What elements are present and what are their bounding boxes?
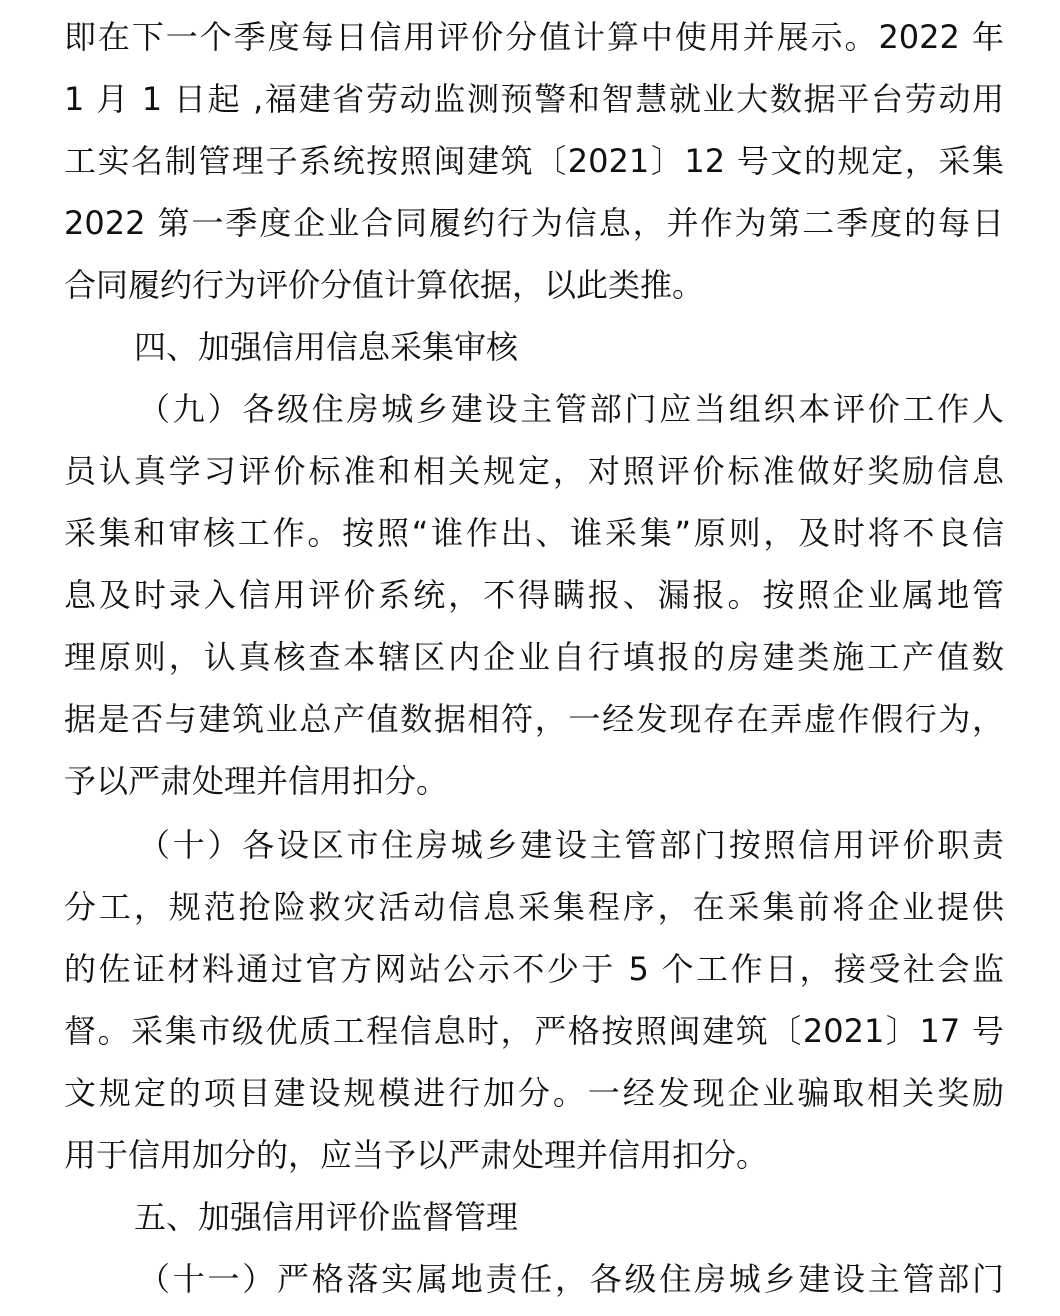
text-line: 理原则，认真核查本辖区内企业自行填报的房建类施工产值数	[64, 638, 1004, 676]
text-line: 即在下一个季度每日信用评价分值计算中使用并展示。2022 年	[64, 18, 1004, 56]
text-line: 督。采集市级优质工程信息时，严格按照闽建筑〔2021〕17 号	[64, 1012, 1004, 1050]
text-line: 采集和审核工作。按照“谁作出、谁采集”原则，及时将不良信	[64, 514, 1004, 552]
text-line: 工实名制管理子系统按照闽建筑〔2021〕12 号文的规定，采集	[64, 142, 1004, 180]
section-heading: 四、加强信用信息采集审核	[134, 328, 519, 366]
text-line: 合同履约行为评价分值计算依据，以此类推。	[64, 266, 705, 304]
text-line: 据是否与建筑业总产值数据相符，一经发现存在弄虚作假行为，	[64, 700, 1004, 738]
text-line: 1 月 1 日起 ,福建省劳动监测预警和智慧就业大数据平台劳动用	[64, 80, 1004, 118]
text-line: 息及时录入信用评价系统，不得瞒报、漏报。按照企业属地管	[64, 576, 1004, 614]
section-heading: 五、加强信用评价监督管理	[134, 1198, 519, 1236]
text-line: 员认真学习评价标准和相关规定，对照评价标准做好奖励信息	[64, 452, 1004, 490]
text-line: （十一）严格落实属地责任，各级住房城乡建设主管部门	[138, 1260, 1004, 1298]
text-line: （十）各设区市住房城乡建设主管部门按照信用评价职责	[138, 826, 1004, 864]
text-line: 2022 第一季度企业合同履约行为信息，并作为第二季度的每日	[64, 204, 1004, 242]
text-line: 用于信用加分的，应当予以严肃处理并信用扣分。	[64, 1136, 769, 1174]
text-line: 文规定的项目建设规模进行加分。一经发现企业骗取相关奖励	[64, 1074, 1004, 1112]
text-line: 分工，规范抢险救灾活动信息采集程序，在采集前将企业提供	[64, 888, 1004, 926]
text-line: 予以严肃处理并信用扣分。	[64, 762, 449, 800]
text-line: 的佐证材料通过官方网站公示不少于 5 个工作日，接受社会监	[64, 950, 1004, 988]
text-line: （九）各级住房城乡建设主管部门应当组织本评价工作人	[138, 390, 1004, 428]
